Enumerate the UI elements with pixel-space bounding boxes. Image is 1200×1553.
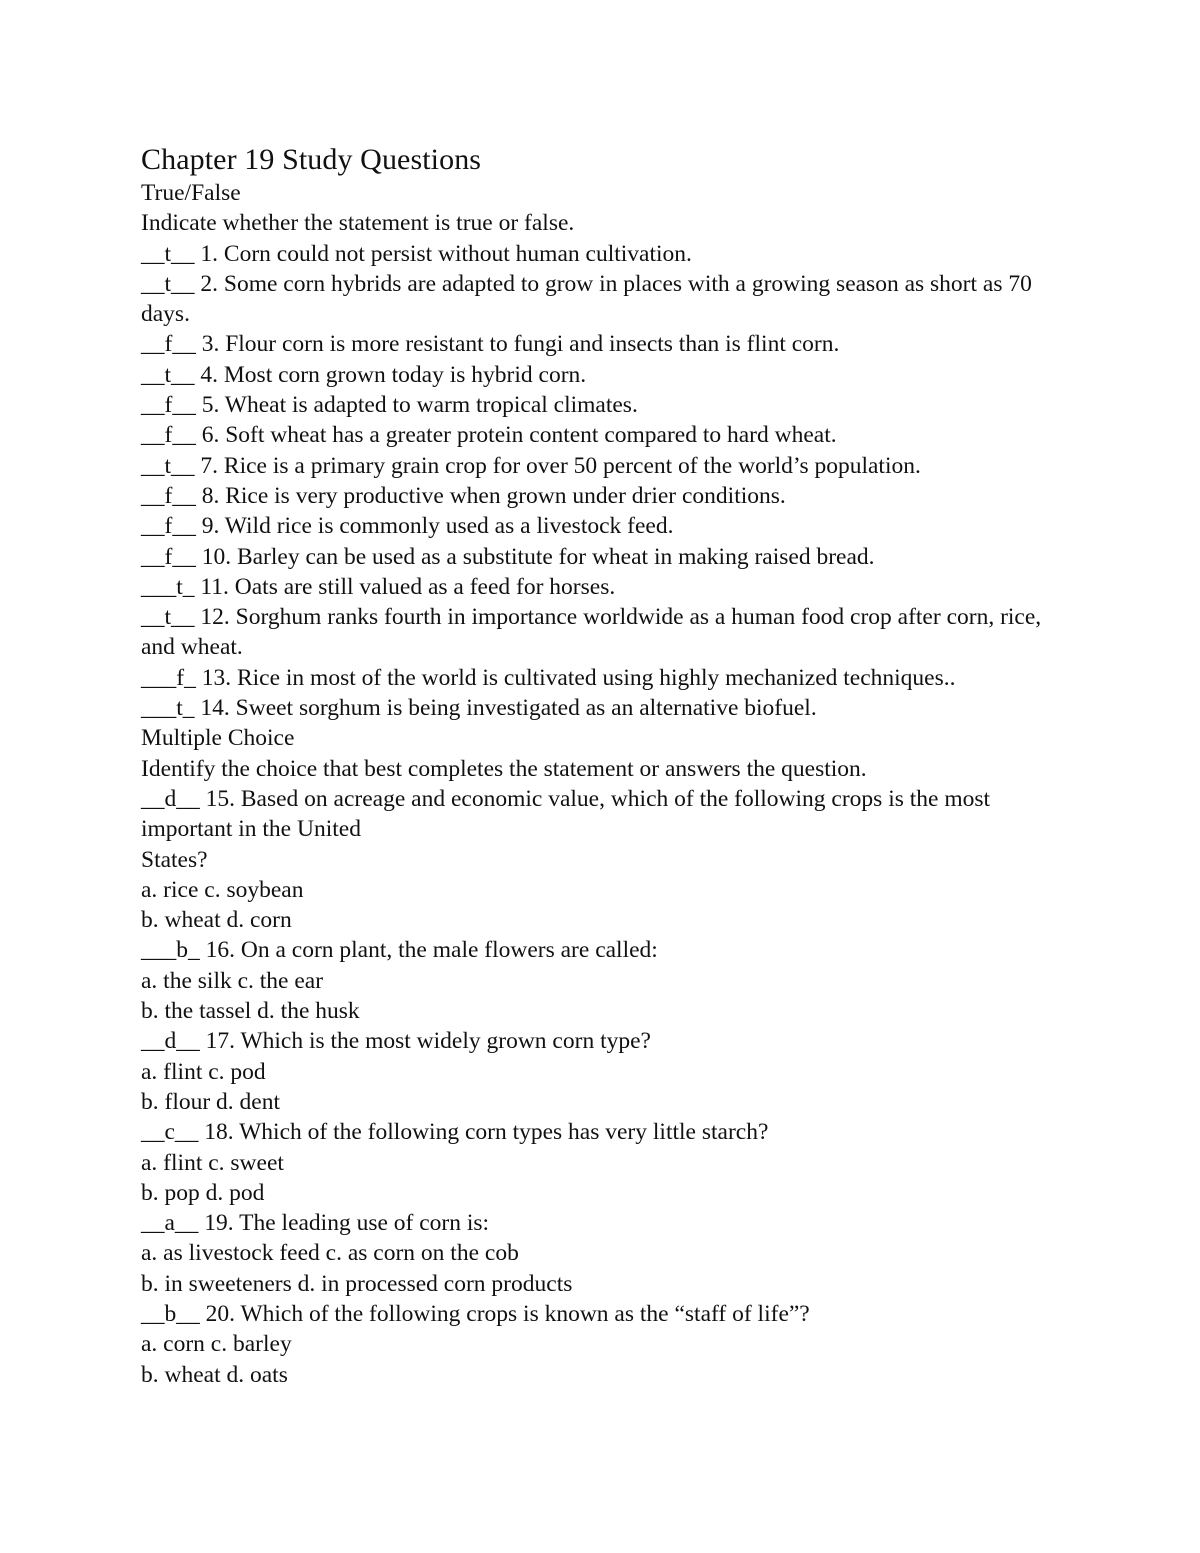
tf-item-11: ___t_ 11. Oats are still valued as a feed for horses. [141,573,616,600]
mc-choice-17-line-1: a. flint c. pod [141,1058,266,1085]
tf-item-8: __f__ 8. Rice is very productive when grown under drier conditions. [141,482,786,509]
tf-item-1: __t__ 1. Corn could not persist without human cultivation. [141,240,692,267]
tf-item-5: __f__ 5. Wheat is adapted to warm tropical climates. [141,392,638,419]
mc-question-19: __a__ 19. The leading use of corn is: [141,1210,490,1237]
mc-choice-16-line-2: b. the tassel d. the husk [141,998,360,1025]
section-heading-true-false: True/False [141,180,241,206]
mc-choice-20-line-2: b. wheat d. oats [141,1361,288,1388]
mc-choice-15-line-1: a. rice c. soybean [141,876,304,903]
document-page [141,140,1071,1390]
tf-item-13: ___f_ 13. Rice in most of the world is cultivated using highly mechanized techniques.. [141,664,956,691]
mc-choice-17-line-2: b. flour d. dent [141,1088,281,1115]
mc-question-20: __b__ 20. Which of the following crops is known as the “staff of life”? [141,1300,810,1327]
mc-question-15-continued: States? [141,846,208,873]
tf-item-2: __t__ 2. Some corn hybrids are adapted to grow in places with a growing season as short as 70 days. [141,270,1032,328]
tf-item-4: __t__ 4. Most corn grown today is hybrid corn. [141,361,587,388]
section-instructions-multiple-choice: Identify the choice that best completes the statement or answers the question. [141,755,867,782]
tf-item-9: __f__ 9. Wild rice is commonly used as a livestock feed. [141,513,674,540]
mc-question-15: __d__ 15. Based on acreage and economic value, which of the following crops is the most important in the United [141,785,991,843]
mc-choice-18-line-1: a. flint c. sweet [141,1149,284,1176]
mc-choice-20-line-1: a. corn c. barley [141,1331,292,1358]
tf-item-10: __f__ 10. Barley can be used as a substitute for wheat in making raised bread. [141,543,875,570]
mc-question-17: __d__ 17. Which is the most widely grown corn type? [141,1028,651,1055]
tf-item-14: ___t_ 14. Sweet sorghum is being investigated as an alternative biofuel. [141,695,817,722]
tf-item-3: __f__ 3. Flour corn is more resistant to fungi and insects than is flint corn. [141,331,840,358]
tf-item-7: __t__ 7. Rice is a primary grain crop for over 50 percent of the world’s population. [141,452,921,479]
mc-choice-16-line-1: a. the silk c. the ear [141,967,324,994]
mc-question-16: ___b_ 16. On a corn plant, the male flowers are called: [141,937,658,964]
mc-choice-15-line-2: b. wheat d. corn [141,907,292,934]
section-instructions-true-false: Indicate whether the statement is true or false. [141,210,575,237]
mc-choice-19-line-2: b. in sweeteners d. in processed corn products [141,1270,573,1297]
section-heading-multiple-choice: Multiple Choice [141,725,295,752]
tf-item-12: __t__ 12. Sorghum ranks fourth in importance worldwide as a human food crop after corn, rice, and wheat. [141,604,1042,661]
tf-item-6: __f__ 6. Soft wheat has a greater protein content compared to hard wheat. [141,422,837,449]
page-title: Chapter 19 Study Questions [141,143,482,176]
mc-choice-18-line-2: b. pop d. pod [141,1179,265,1206]
mc-question-18: __c__ 18. Which of the following corn types has very little starch? [141,1119,769,1146]
mc-choice-19-line-1: a. as livestock feed c. as corn on the cob [141,1240,519,1267]
